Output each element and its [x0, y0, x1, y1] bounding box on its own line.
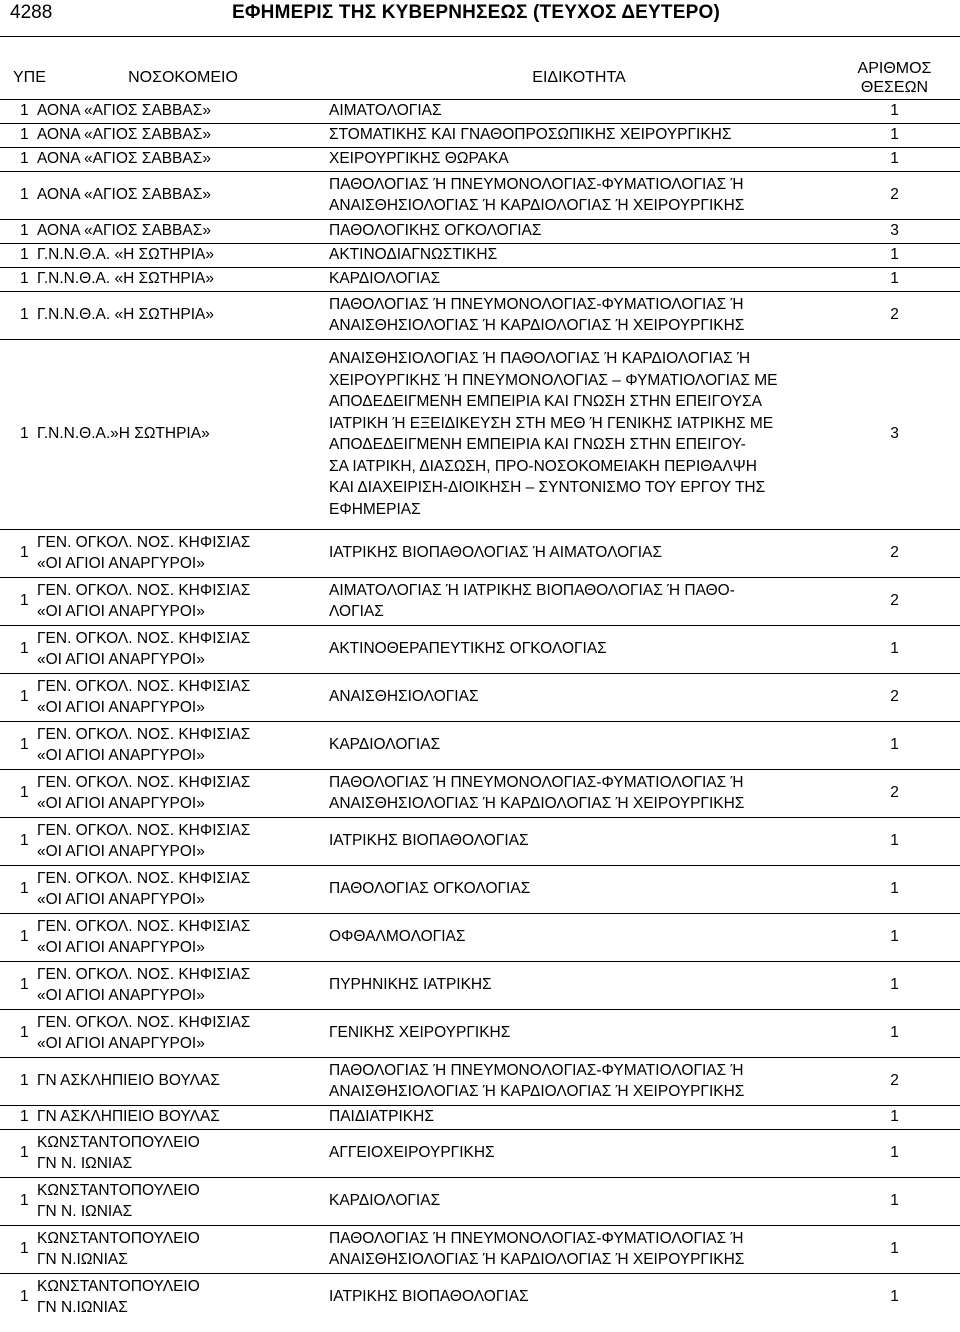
col-header-positions: ΑΡΙΘΜΟΣ ΘΕΣΕΩΝ — [829, 57, 960, 99]
cell-positions: 2 — [890, 688, 899, 706]
table-row — [0, 339, 960, 529]
cell-hospital: ΓΝ ΑΣΚΛΗΠΙΕΙΟ ΒΟΥΛΑΣ — [37, 1072, 220, 1090]
cell-specialty: ΑΝΑΙΣΘΗΣΙΟΛΟΓΙΑΣ Ή ΠΑΘΟΛΟΓΙΑΣ Ή ΚΑΡΔΙΟΛΟΓΙΑΣ Ή ΧΕΙΡΟΥΡΓΙΚΗΣ Ή ΠΝΕΥΜΟΝΟΛΟΓΙΑΣ – ΦΥΜΑΤΙΟΛΟΓΙΑΣ ΜΕ ΑΠΟΔΕΔΕΙΓΜΕΝΗ ΕΜΠΕΙΡΙΑ ΚΑΙ ΓΝΩΣΗ ΣΤΗΝ ΕΠΕΙΓΟΥΣΑ ΙΑΤΡΙΚΗ Ή ΕΞΕΙΔΙΚΕΥΣΗ ΣΤΗ ΜΕΘ Ή ΓΕΝΙΚΗΣ ΙΑΤΡΙΚΗΣ ΜΕ ΑΠΟΔΕΔΕΙΓΜΕΝΗ ΕΜΠΕΙΡΙΑ ΚΑΙ ΓΝΩΣΗ ΣΤΗΝ ΕΠΕΙΓΟΥ- ΣΑ ΙΑΤΡΙΚΗ, ΔΙΑΣΩΣΗ, ΠΡΟ-ΝΟΣΟΚΟΜΕΙΑΚΗ ΠΕΡΙΘΑΛΨΗ ΚΑΙ ΔΙΑΧΕΙΡΙΣΗ-ΔΙΟΙΚΗΣΗ – ΣΥΝΤΟΝΙΣΜΟ ΤΟΥ ΕΡΓΟΥ ΤΗΣ ΕΦΗΜΕΡΙΑΣ — [329, 350, 778, 518]
cell-ype: 1 — [20, 928, 29, 946]
cell-ype: 1 — [20, 270, 29, 288]
cell-hospital: ΓΕΝ. ΟΓΚΟΛ. ΝΟΣ. ΚΗΦΙΣΙΑΣ «ΟΙ ΑΓΙΟΙ ΑΝΑΡΓΥΡΟΙ» — [37, 581, 251, 620]
table-row — [0, 123, 960, 147]
table-row — [0, 267, 960, 291]
cell-hospital: ΓΕΝ. ΟΓΚΟΛ. ΝΟΣ. ΚΗΦΙΣΙΑΣ «ΟΙ ΑΓΙΟΙ ΑΝΑΡΓΥΡΟΙ» — [37, 965, 251, 1004]
table-row — [0, 577, 960, 625]
cell-specialty: ΙΑΤΡΙΚΗΣ ΒΙΟΠΑΘΟΛΟΓΙΑΣ Ή ΑΙΜΑΤΟΛΟΓΙΑΣ — [329, 544, 662, 562]
cell-ype: 1 — [20, 126, 29, 144]
cell-specialty: ΠΥΡΗΝΙΚΗΣ ΙΑΤΡΙΚΗΣ — [329, 976, 492, 994]
cell-hospital: ΓΕΝ. ΟΓΚΟΛ. ΝΟΣ. ΚΗΦΙΣΙΑΣ «ΟΙ ΑΓΙΟΙ ΑΝΑΡΓΥΡΟΙ» — [37, 677, 251, 716]
cell-positions: 1 — [890, 102, 899, 120]
cell-positions: 1 — [890, 150, 899, 168]
cell-positions: 2 — [890, 306, 899, 324]
page-header — [0, 0, 960, 30]
cell-hospital: ΑΟΝΑ «ΑΓΙΟΣ ΣΑΒΒΑΣ» — [37, 126, 211, 144]
cell-positions: 1 — [890, 246, 899, 264]
cell-hospital: ΓΕΝ. ΟΓΚΟΛ. ΝΟΣ. ΚΗΦΙΣΙΑΣ «ΟΙ ΑΓΙΟΙ ΑΝΑΡΓΥΡΟΙ» — [37, 1013, 251, 1052]
cell-specialty: ΓΕΝΙΚΗΣ ΧΕΙΡΟΥΡΓΙΚΗΣ — [329, 1024, 511, 1042]
table-row — [0, 961, 960, 1009]
cell-specialty: ΑΝΑΙΣΘΗΣΙΟΛΟΓΙΑΣ — [329, 688, 479, 706]
cell-hospital: ΓΕΝ. ΟΓΚΟΛ. ΝΟΣ. ΚΗΦΙΣΙΑΣ «ΟΙ ΑΓΙΟΙ ΑΝΑΡΓΥΡΟΙ» — [37, 869, 251, 908]
cell-positions: 3 — [890, 425, 899, 443]
cell-ype: 1 — [20, 592, 29, 610]
cell-specialty: ΚΑΡΔΙΟΛΟΓΙΑΣ — [329, 1192, 441, 1210]
cell-specialty: ΑΓΓΕΙΟΧΕΙΡΟΥΡΓΙΚΗΣ — [329, 1144, 495, 1162]
cell-hospital: ΑΟΝΑ «ΑΓΙΟΣ ΣΑΒΒΑΣ» — [37, 150, 211, 168]
cell-ype: 1 — [20, 1240, 29, 1258]
cell-hospital: ΓΕΝ. ΟΓΚΟΛ. ΝΟΣ. ΚΗΦΙΣΙΑΣ «ΟΙ ΑΓΙΟΙ ΑΝΑΡΓΥΡΟΙ» — [37, 725, 251, 764]
cell-positions: 2 — [890, 592, 899, 610]
cell-positions: 1 — [890, 1288, 899, 1306]
cell-positions: 1 — [890, 1240, 899, 1258]
cell-ype: 1 — [20, 832, 29, 850]
cell-positions: 1 — [890, 126, 899, 144]
table-row — [0, 817, 960, 865]
cell-specialty: ΠΑΘΟΛΟΓΙΑΣ Ή ΠΝΕΥΜΟΝΟΛΟΓΙΑΣ-ΦΥΜΑΤΙΟΛΟΓΙΑΣ Ή ΑΝΑΙΣΘΗΣΙΟΛΟΓΙΑΣ Ή ΚΑΡΔΙΟΛΟΓΙΑΣ Ή ΧΕΙΡΟΥΡΓΙΚΗΣ — [329, 175, 745, 214]
cell-ype: 1 — [20, 1192, 29, 1210]
cell-specialty: ΠΑΘΟΛΟΓΙΚΗΣ ΟΓΚΟΛΟΓΙΑΣ — [329, 222, 542, 240]
table-row — [0, 219, 960, 243]
cell-hospital: ΚΩΝΣΤΑΝΤΟΠΟΥΛΕΙΟ ΓΝ Ν.ΙΩΝΙΑΣ — [37, 1229, 200, 1268]
header-rule — [0, 36, 960, 37]
table-row — [0, 291, 960, 339]
cell-specialty: ΚΑΡΔΙΟΛΟΓΙΑΣ — [329, 736, 441, 754]
cell-positions: 1 — [890, 1024, 899, 1042]
cell-positions: 1 — [890, 880, 899, 898]
cell-ype: 1 — [20, 544, 29, 562]
table-row — [0, 99, 960, 123]
cell-positions: 1 — [890, 976, 899, 994]
cell-specialty: ΟΦΘΑΛΜΟΛΟΓΙΑΣ — [329, 928, 466, 946]
cell-ype: 1 — [20, 1024, 29, 1042]
cell-specialty: ΚΑΡΔΙΟΛΟΓΙΑΣ — [329, 270, 441, 288]
cell-specialty: ΠΑΘΟΛΟΓΙΑΣ Ή ΠΝΕΥΜΟΝΟΛΟΓΙΑΣ-ΦΥΜΑΤΙΟΛΟΓΙΑΣ Ή ΑΝΑΙΣΘΗΣΙΟΛΟΓΙΑΣ Ή ΚΑΡΔΙΟΛΟΓΙΑΣ Ή ΧΕΙΡΟΥΡΓΙΚΗΣ — [329, 1061, 745, 1100]
cell-specialty: ΑΚΤΙΝΟΔΙΑΓΝΩΣΤΙΚΗΣ — [329, 246, 498, 264]
table-row — [0, 721, 960, 769]
cell-specialty: ΑΙΜΑΤΟΛΟΓΙΑΣ — [329, 102, 442, 120]
table-row — [0, 1273, 960, 1321]
cell-hospital: ΑΟΝΑ «ΑΓΙΟΣ ΣΑΒΒΑΣ» — [37, 186, 211, 204]
cell-ype: 1 — [20, 102, 29, 120]
page-title: ΕΦΗΜΕΡΙΣ ΤΗΣ ΚΥΒΕΡΝΗΣΕΩΣ (ΤΕΥΧΟΣ ΔΕΥΤΕΡΟ) — [232, 2, 720, 23]
cell-ype: 1 — [20, 976, 29, 994]
cell-ype: 1 — [20, 222, 29, 240]
table-row — [0, 865, 960, 913]
cell-specialty: ΣΤΟΜΑΤΙΚΗΣ ΚΑΙ ΓΝΑΘΟΠΡΟΣΩΠΙΚΗΣ ΧΕΙΡΟΥΡΓΙΚΗΣ — [329, 126, 732, 144]
cell-ype: 1 — [20, 784, 29, 802]
cell-positions: 1 — [890, 832, 899, 850]
cell-ype: 1 — [20, 186, 29, 204]
cell-positions: 1 — [890, 270, 899, 288]
page-number: 4288 — [10, 2, 53, 23]
cell-ype: 1 — [20, 306, 29, 324]
cell-hospital: ΓΕΝ. ΟΓΚΟΛ. ΝΟΣ. ΚΗΦΙΣΙΑΣ «ΟΙ ΑΓΙΟΙ ΑΝΑΡΓΥΡΟΙ» — [37, 917, 251, 956]
cell-hospital: ΑΟΝΑ «ΑΓΙΟΣ ΣΑΒΒΑΣ» — [37, 102, 211, 120]
cell-positions: 2 — [890, 544, 899, 562]
table-header-row — [0, 57, 960, 99]
cell-hospital: ΓΕΝ. ΟΓΚΟΛ. ΝΟΣ. ΚΗΦΙΣΙΑΣ «ΟΙ ΑΓΙΟΙ ΑΝΑΡΓΥΡΟΙ» — [37, 533, 251, 572]
cell-positions: 1 — [890, 1144, 899, 1162]
cell-ype: 1 — [20, 640, 29, 658]
cell-specialty: ΠΑΘΟΛΟΓΙΑΣ Ή ΠΝΕΥΜΟΝΟΛΟΓΙΑΣ-ΦΥΜΑΤΙΟΛΟΓΙΑΣ Ή ΑΝΑΙΣΘΗΣΙΟΛΟΓΙΑΣ Ή ΚΑΡΔΙΟΛΟΓΙΑΣ Ή ΧΕΙΡΟΥΡΓΙΚΗΣ — [329, 773, 745, 812]
cell-specialty: ΙΑΤΡΙΚΗΣ ΒΙΟΠΑΘΟΛΟΓΙΑΣ — [329, 832, 529, 850]
cell-specialty: ΑΚΤΙΝΟΘΕΡΑΠΕΥΤΙΚΗΣ ΟΓΚΟΛΟΓΙΑΣ — [329, 640, 607, 658]
table-row — [0, 913, 960, 961]
cell-specialty: ΠΑΘΟΛΟΓΙΑΣ Ή ΠΝΕΥΜΟΝΟΛΟΓΙΑΣ-ΦΥΜΑΤΙΟΛΟΓΙΑΣ Ή ΑΝΑΙΣΘΗΣΙΟΛΟΓΙΑΣ Ή ΚΑΡΔΙΟΛΟΓΙΑΣ Ή ΧΕΙΡΟΥΡΓΙΚΗΣ — [329, 1229, 745, 1268]
cell-ype: 1 — [20, 1108, 29, 1126]
cell-hospital: ΓΕΝ. ΟΓΚΟΛ. ΝΟΣ. ΚΗΦΙΣΙΑΣ «ΟΙ ΑΓΙΟΙ ΑΝΑΡΓΥΡΟΙ» — [37, 773, 251, 812]
cell-specialty: ΑΙΜΑΤΟΛΟΓΙΑΣ Ή ΙΑΤΡΙΚΗΣ ΒΙΟΠΑΘΟΛΟΓΙΑΣ Ή ΠΑΘΟ- ΛΟΓΙΑΣ — [329, 581, 735, 620]
col-header-hospital: ΝΟΣΟΚΟΜΕΙΟ — [37, 57, 329, 99]
cell-positions: 2 — [890, 784, 899, 802]
cell-ype: 1 — [20, 1288, 29, 1306]
cell-positions: 1 — [890, 928, 899, 946]
col-header-ype: ΥΠΕ — [0, 57, 37, 99]
cell-ype: 1 — [20, 736, 29, 754]
cell-positions: 1 — [890, 640, 899, 658]
cell-hospital: ΓΝ ΑΣΚΛΗΠΙΕΙΟ ΒΟΥΛΑΣ — [37, 1108, 220, 1126]
cell-positions: 1 — [890, 1108, 899, 1126]
cell-hospital: Γ.Ν.Ν.Θ.Α. «Η ΣΩΤΗΡΙΑ» — [37, 306, 215, 324]
table-row — [0, 1009, 960, 1057]
cell-ype: 1 — [20, 150, 29, 168]
cell-hospital: ΓΕΝ. ΟΓΚΟΛ. ΝΟΣ. ΚΗΦΙΣΙΑΣ «ΟΙ ΑΓΙΟΙ ΑΝΑΡΓΥΡΟΙ» — [37, 821, 251, 860]
cell-specialty: ΠΑΙΔΙΑΤΡΙΚΗΣ — [329, 1108, 434, 1126]
cell-ype: 1 — [20, 688, 29, 706]
table-row — [0, 171, 960, 219]
cell-specialty: ΧΕΙΡΟΥΡΓΙΚΗΣ ΘΩΡΑΚΑ — [329, 150, 509, 168]
cell-hospital: Γ.Ν.Ν.Θ.Α. «Η ΣΩΤΗΡΙΑ» — [37, 246, 215, 264]
cell-hospital: ΚΩΝΣΤΑΝΤΟΠΟΥΛΕΙΟ ΓΝ Ν.ΙΩΝΙΑΣ — [37, 1277, 200, 1316]
cell-specialty: ΙΑΤΡΙΚΗΣ ΒΙΟΠΑΘΟΛΟΓΙΑΣ — [329, 1288, 529, 1306]
table-row — [0, 1225, 960, 1273]
cell-specialty: ΠΑΘΟΛΟΓΙΑΣ Ή ΠΝΕΥΜΟΝΟΛΟΓΙΑΣ-ΦΥΜΑΤΙΟΛΟΓΙΑΣ Ή ΑΝΑΙΣΘΗΣΙΟΛΟΓΙΑΣ Ή ΚΑΡΔΙΟΛΟΓΙΑΣ Ή ΧΕΙΡΟΥΡΓΙΚΗΣ — [329, 295, 745, 334]
table-row — [0, 625, 960, 673]
cell-hospital: Γ.Ν.Ν.Θ.Α. «Η ΣΩΤΗΡΙΑ» — [37, 270, 215, 288]
cell-hospital: ΓΕΝ. ΟΓΚΟΛ. ΝΟΣ. ΚΗΦΙΣΙΑΣ «ΟΙ ΑΓΙΟΙ ΑΝΑΡΓΥΡΟΙ» — [37, 629, 251, 668]
table-row — [0, 1105, 960, 1129]
cell-specialty: ΠΑΘΟΛΟΓΙΑΣ ΟΓΚΟΛΟΓΙΑΣ — [329, 880, 531, 898]
cell-hospital: ΑΟΝΑ «ΑΓΙΟΣ ΣΑΒΒΑΣ» — [37, 222, 211, 240]
cell-ype: 1 — [20, 246, 29, 264]
cell-ype: 1 — [20, 1144, 29, 1162]
table-row — [0, 1057, 960, 1105]
cell-positions: 1 — [890, 736, 899, 754]
table-row — [0, 673, 960, 721]
table-row — [0, 769, 960, 817]
cell-positions: 1 — [890, 1192, 899, 1210]
table-row — [0, 147, 960, 171]
cell-hospital: ΚΩΝΣΤΑΝΤΟΠΟΥΛΕΙΟ ΓΝ Ν. ΙΩΝΙΑΣ — [37, 1133, 200, 1172]
positions-table — [0, 57, 960, 1321]
table-row — [0, 1129, 960, 1177]
cell-hospital: ΚΩΝΣΤΑΝΤΟΠΟΥΛΕΙΟ ΓΝ Ν. ΙΩΝΙΑΣ — [37, 1181, 200, 1220]
col-header-specialty: ΕΙΔΙΚΟΤΗΤΑ — [329, 57, 829, 99]
cell-positions: 2 — [890, 1072, 899, 1090]
cell-positions: 3 — [890, 222, 899, 240]
cell-hospital: Γ.Ν.Ν.Θ.Α.»Η ΣΩΤΗΡΙΑ» — [37, 425, 210, 443]
cell-ype: 1 — [20, 425, 29, 443]
table-row — [0, 529, 960, 577]
table-row — [0, 1177, 960, 1225]
table-row — [0, 243, 960, 267]
cell-ype: 1 — [20, 1072, 29, 1090]
cell-ype: 1 — [20, 880, 29, 898]
cell-positions: 2 — [890, 186, 899, 204]
